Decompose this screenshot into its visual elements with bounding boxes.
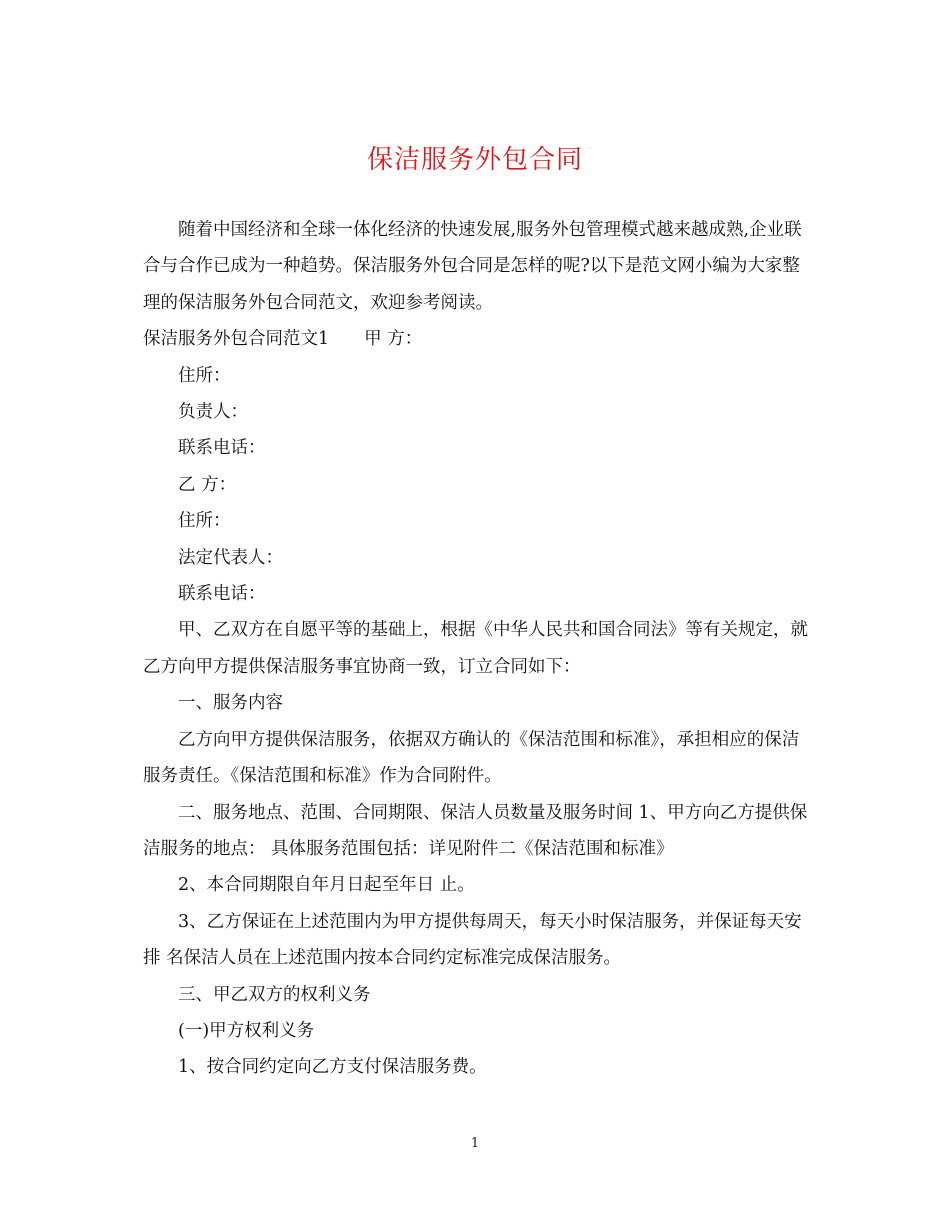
paragraph-party-a-obligation-1: 1、按合同约定向乙方支付保洁服务费。 <box>178 1057 487 1078</box>
section-heading-rights-obligations: 三、甲乙双方的权利义务 <box>178 984 371 1005</box>
subsection-heading-party-a: (一)甲方权利义务 <box>178 1020 315 1041</box>
page-number: 1 <box>470 1136 480 1151</box>
paragraph-party-b: 乙 方： <box>178 474 237 495</box>
paragraph-party-b-address: 住所： <box>178 511 231 532</box>
paragraph-party-a-responsible: 负责人： <box>178 402 248 423</box>
paragraph-contract-term: 2、本合同期限自年月日起至年日 止。 <box>178 875 475 896</box>
paragraph-party-a-address: 住所： <box>178 365 231 386</box>
document-body <box>143 212 808 1086</box>
paragraph-service-location: 二、服务地点、范围、合同期限、保洁人员数量及服务时间 1、甲方向乙方提供保洁服务的地点： 具体服务范围包括：详见附件二《保洁范围和标准》 <box>143 802 808 859</box>
document-title: 保洁服务外包合同 <box>366 145 583 175</box>
paragraph-agreement-preamble: 甲、乙双方在自愿平等的基础上，根据《中华人民共和国合同法》等有关规定，就乙方向甲方提供保洁服务事宜协商一致，订立合同如下： <box>143 620 808 677</box>
paragraph-service-schedule: 3、乙方保证在上述范围内为甲方提供每周天，每天小时保洁服务，并保证每天安排 名保洁人员在上述范围内按本合同约定标准完成保洁服务。 <box>143 911 802 969</box>
paragraph-party-b-phone: 联系电话： <box>178 584 266 605</box>
paragraph-intro: 随着中国经济和全球一体化经济的快速发展,服务外包管理模式越来越成熟,企业联合与合作已成为一种趋势。保洁服务外包合同是怎样的呢?以下是范文网小编为大家整理的保洁服务外包合同范文，欢迎参考阅读。 <box>143 220 802 313</box>
paragraph-party-b-legal-rep: 法定代表人： <box>178 547 283 568</box>
paragraph-service-content: 乙方向甲方提供保洁服务，依据双方确认的《保洁范围和标准》，承担相应的保洁服务责任。《保洁范围和标准》作为合同附件。 <box>143 729 800 787</box>
section-heading-service-content: 一、服务内容 <box>178 693 283 714</box>
paragraph-party-a-phone: 联系电话： <box>178 438 266 459</box>
paragraph-contract-heading: 保洁服务外包合同范文1 甲 方： <box>143 329 423 350</box>
